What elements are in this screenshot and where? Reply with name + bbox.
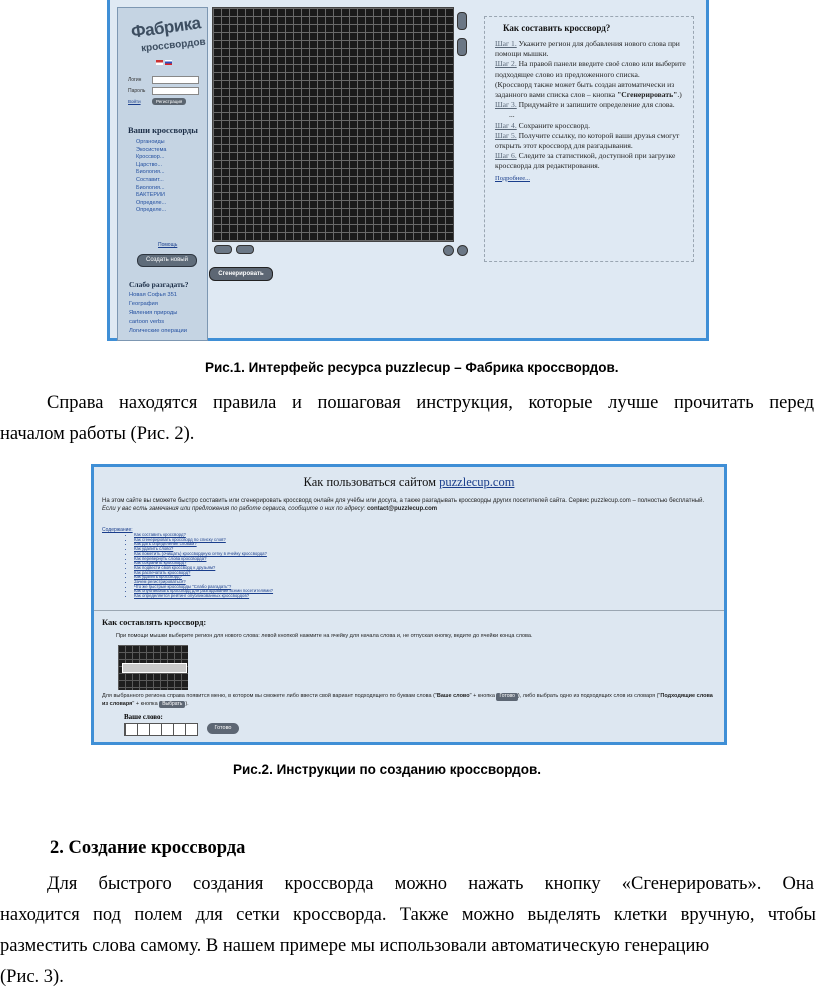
flag-ru-icon[interactable] <box>165 60 172 65</box>
register-button[interactable]: Регистрация <box>152 98 186 105</box>
text-part-b: " + кнопка <box>469 693 497 699</box>
step-1-label[interactable]: Шаг 1. <box>495 39 517 48</box>
contact-email[interactable]: contact@puzzlecup.com <box>366 506 438 512</box>
toc-item[interactable]: • Как дать определение словам? <box>134 542 273 547</box>
weak-to-solve-list <box>129 291 187 336</box>
step-4 <box>495 121 687 131</box>
step-5 <box>495 131 687 151</box>
section-text-1: При помощи мышки выберите регион для нового слова: левой кнопкой нажмите на ячейку для начала слова и, не отпуская кнопку, ведите до ячейки конца слова. <box>116 633 533 639</box>
list-item[interactable]: Биология... <box>136 184 165 191</box>
figure-2-screenshot <box>91 464 727 745</box>
text-part-d: " + кнопка <box>132 700 160 707</box>
step-2 <box>495 59 687 79</box>
section-text-2 <box>102 693 717 708</box>
example-selection <box>122 663 187 673</box>
help-link[interactable]: Помощь <box>158 242 178 248</box>
step-6 <box>495 151 687 171</box>
list-item[interactable]: География <box>129 301 158 307</box>
toc-list <box>128 533 273 599</box>
list-item[interactable]: Логические операции <box>129 328 187 334</box>
toc-item[interactable]: • Как определяется рейтинг опубликованных кроссвордов? <box>134 594 273 599</box>
figure-1-caption: Рис.1. Интерфейс ресурса puzzlecup – Фабрика кроссвордов. <box>205 360 619 375</box>
generate-note <box>495 80 687 100</box>
dictionary-bold: Подходящие слова из словаря <box>102 693 713 707</box>
scroll-up-button[interactable] <box>457 12 467 30</box>
grid-round-button-left[interactable] <box>443 245 454 256</box>
figure-1-screenshot <box>107 0 709 341</box>
step-5-label[interactable]: Шаг 5. <box>495 130 517 140</box>
figure-2-caption: Рис.2. Инструкции по созданию кроссвордов. <box>233 762 542 777</box>
list-item[interactable]: Определе... <box>136 207 167 214</box>
step-2-text: На правой панели введите своё слово или выберите подходящее слово из предложенного списка. <box>495 59 686 79</box>
choose-inline-button: Выбрать <box>159 701 185 709</box>
instructions-panel <box>484 16 694 262</box>
paragraph-2-line-2: находится под полем для сетки кроссворда. Также можно выделять клетки вручную, чтобы <box>0 905 816 925</box>
toc-item[interactable]: • Как удалить кроссворд? <box>134 575 273 580</box>
ready-button[interactable]: Готово <box>207 723 239 734</box>
your-crosswords-title: Ваши кроссворды <box>128 125 198 135</box>
help-intro <box>102 497 712 513</box>
create-new-button[interactable]: Создать новый <box>137 254 197 267</box>
login-input[interactable] <box>152 76 199 84</box>
paragraph-2-line-1: Для быстрого создания кроссворда можно нажать кнопку «Сгенерировать». Она <box>47 874 814 894</box>
paragraph-2-line-3: разместить слова самому. В нашем примере мы использовали автоматическую генерацию <box>0 936 710 956</box>
grow-grid-button[interactable] <box>236 245 254 254</box>
toc-item[interactable]: • Как сохранить кроссворд? <box>134 561 273 566</box>
list-item[interactable]: БАКТЕРИИ <box>136 192 165 199</box>
paragraph-1-line-1: Справа находятся правила и пошаговая инструкция, которые лучше прочитать перед <box>47 393 814 413</box>
paragraph-1 <box>0 388 816 450</box>
ready-inline-button: Готово <box>496 693 517 701</box>
list-item[interactable]: Новая Софья 351 <box>129 292 178 298</box>
divider <box>94 610 724 611</box>
step-3 <box>495 100 687 110</box>
scroll-down-button[interactable] <box>457 38 467 56</box>
paragraph-2 <box>0 869 816 993</box>
list-item[interactable]: Экосистема <box>136 146 167 153</box>
toc-item[interactable]: • Как опубликовать кроссворд для разгадывания всеми посетителями? <box>134 589 273 594</box>
logo-line2: кроссвордов <box>140 36 207 55</box>
text-part-c: ), либо выбрать одно из подходящих слов из словаря (" <box>517 693 661 699</box>
password-input[interactable] <box>152 87 199 95</box>
step-1-text: Укажите регион для добавления нового слова при помощи мышки. <box>495 39 680 59</box>
toc-item[interactable]: • Как перевернуть слова кроссворда? <box>134 557 273 562</box>
text-part-a: Для выбранного региона справа появится меню, в котором вы сможете либо ввести свой вариант подходящего по буквам слова (" <box>102 693 437 699</box>
step-3-text: Придумайте и запишите определение для слова. <box>518 100 675 110</box>
help-title-prefix: Как пользоваться сайтом <box>303 475 440 489</box>
your-word-input[interactable] <box>124 723 198 736</box>
your-crosswords-list <box>136 139 166 215</box>
note-suffix: .) <box>677 90 682 100</box>
site-logo[interactable] <box>127 13 207 60</box>
grid-round-button-right[interactable] <box>457 245 468 256</box>
your-word-bold: Ваше слово <box>436 693 470 699</box>
your-word-label: Ваше слово: <box>124 713 163 721</box>
section-title: Как составлять кроссворд: <box>102 617 207 627</box>
note-button-name: "Сгенерировать" <box>617 90 678 100</box>
step-4-text: Сохраните кроссворд. <box>518 120 591 130</box>
enter-link[interactable]: Войти <box>128 99 141 104</box>
step-4-label[interactable]: Шаг 4. <box>495 120 517 130</box>
list-item[interactable]: cartoon verbs <box>129 319 165 325</box>
paragraph-1-line-2: началом работы (Рис. 2). <box>0 424 195 444</box>
step-6-text: Следите за статистикой, доступной при загрузке кроссворда для редактирования. <box>495 151 676 171</box>
more-link[interactable]: Подробнее... <box>495 174 530 182</box>
instructions-title: Как составить кроссворд? <box>503 23 611 33</box>
toc-item[interactable]: • Что же быстрые кроссворды "Слабо разгадать"? <box>134 585 273 590</box>
shrink-grid-button[interactable] <box>214 245 232 254</box>
toc-item[interactable]: • Как распечатать кроссворд? <box>134 571 273 576</box>
paragraph-2-line-4: (Рис. 3). <box>0 967 64 987</box>
crossword-grid[interactable] <box>212 7 454 242</box>
toc-item[interactable]: • Как сгенерировать кроссворд по списку слов? <box>134 538 273 543</box>
toc-item[interactable]: • Как пометить (очищать) кроссвордную сетку в ячейку кроссворда? <box>134 552 273 557</box>
site-link[interactable]: puzzlecup.com <box>439 475 515 489</box>
list-item[interactable]: Явления природы <box>129 310 178 316</box>
list-item[interactable]: Органоиды <box>136 139 165 145</box>
list-item[interactable]: Составит... <box>136 176 164 183</box>
step-2-label[interactable]: Шаг 2. <box>495 59 517 69</box>
help-page-title <box>94 475 724 490</box>
ellipsis: ... <box>509 110 515 120</box>
list-item[interactable]: Определе... <box>136 199 167 206</box>
toc-item[interactable]: • Как подвести свой кроссворд к друзьям? <box>134 566 273 571</box>
toc-item[interactable]: • Как составить кроссворд? <box>134 533 273 538</box>
note-prefix: (Кроссворд также может быть создан автоматически из заданного вами списка слов – кнопка <box>495 79 675 100</box>
login-label: Логин <box>128 77 142 83</box>
list-item[interactable]: Кроссвор... <box>136 154 165 161</box>
step-1 <box>495 39 687 59</box>
feedback-text: Если у вас есть замечания или предложения по работе сервиса, сообщите о них по адресу: <box>102 506 367 512</box>
text-part-e: ). <box>185 700 189 707</box>
left-sidebar <box>117 7 208 341</box>
toc-title: Содержание: <box>102 527 133 533</box>
list-item[interactable]: Биология... <box>136 169 165 176</box>
password-label: Пароль <box>128 88 146 94</box>
step-5-text: Получите ссылку, по которой ваши друзья смогут открыть этот кроссворд для разгадывания. <box>495 130 680 151</box>
generate-button[interactable]: Сгенерировать <box>209 267 273 281</box>
intro-text: На этом сайте вы сможете быстро составить или сгенерировать кроссворд онлайн для учёбы или досуга, а также разгадывать кроссворды других посетителей сайта. Сервис puzzlecup.com – полностью бесплатный. <box>102 498 705 504</box>
logo-line1: Фабрика <box>129 13 202 42</box>
toc-item[interactable]: • Зачем регистрироваться? <box>134 580 273 585</box>
step-6-label[interactable]: Шаг 6. <box>495 151 517 161</box>
flag-en-icon[interactable] <box>156 60 163 65</box>
weak-to-solve-title: Слабо разгадать? <box>129 280 189 289</box>
list-item[interactable]: Царство... <box>136 161 163 168</box>
toc-item[interactable]: • Как удалить слово? <box>134 547 273 552</box>
step-3-label[interactable]: Шаг 3. <box>495 100 517 110</box>
section-heading: 2. Создание кроссворда <box>50 838 246 858</box>
